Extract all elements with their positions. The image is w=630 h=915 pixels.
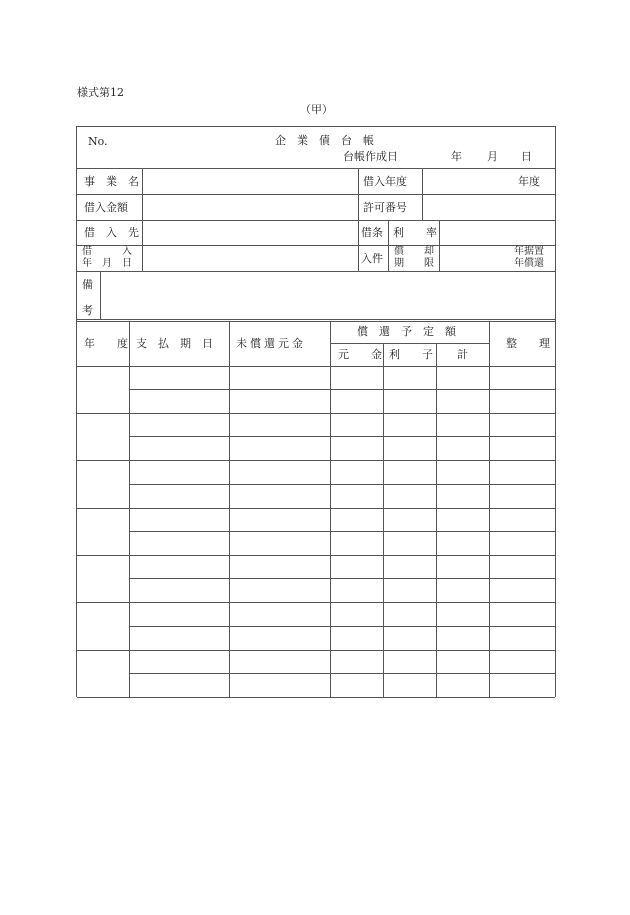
conditions-label-right: 入件 (361, 252, 383, 265)
form-number: 様式第12 (77, 86, 124, 99)
repayment-terms-label: 年据置 年償還 (514, 246, 544, 269)
payment-date-header: 支 払 期 日 (136, 337, 213, 350)
created-month-label: 月 (487, 150, 498, 163)
outstanding-principal-header: 未償還元金 (236, 337, 306, 350)
repayment-period-label: 償 却 期 限 (394, 246, 434, 269)
borrow-date-label: 借 入 年 月 日 (82, 246, 132, 269)
remarks-label: 備 考 (82, 278, 93, 317)
lender-label: 借 入 先 (84, 226, 139, 239)
permit-number-label: 許可番号 (363, 201, 407, 214)
planned-repayment-header: 償 還 予 定 額 (357, 325, 456, 338)
interest-rate-label: 利 率 (393, 226, 437, 239)
created-day-label: 日 (521, 150, 532, 163)
conditions-label-left: 借条 (361, 226, 383, 239)
no-label: No. (88, 135, 108, 148)
created-year-label: 年 (451, 150, 462, 163)
ledger-title: 企 業 債 台 帳 (275, 134, 374, 147)
borrow-year-suffix: 年度 (518, 175, 540, 188)
arrangement-header: 整 理 (506, 337, 550, 350)
fiscal-year-header: 年 度 (84, 337, 128, 350)
borrow-year-label: 借入年度 (363, 175, 407, 188)
sheet-label: （甲） (300, 103, 333, 116)
principal-header: 元 金 (338, 348, 382, 361)
total-header: 計 (457, 348, 468, 361)
interest-header: 利 子 (389, 348, 433, 361)
borrow-amount-label: 借入金額 (84, 201, 128, 214)
project-name-label: 事 業 名 (84, 175, 139, 188)
created-date-label: 台帳作成日 (343, 150, 398, 163)
